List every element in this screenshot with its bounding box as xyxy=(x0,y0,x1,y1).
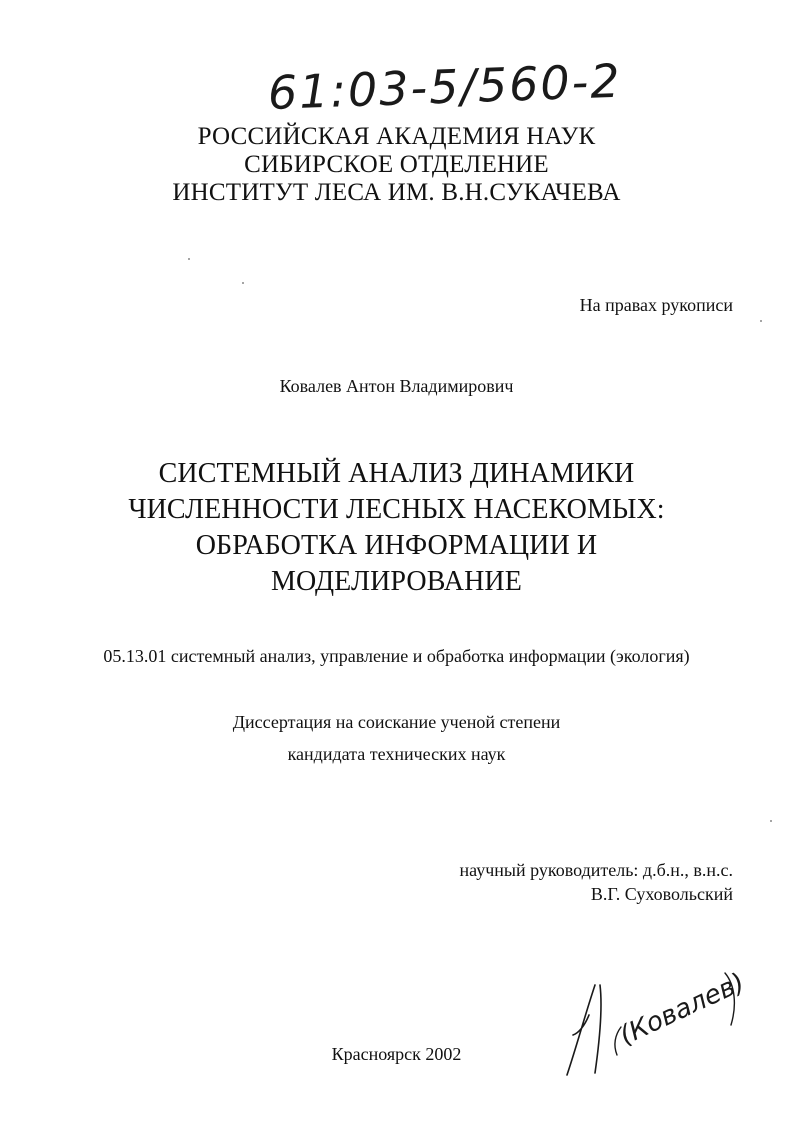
scan-speck xyxy=(188,258,190,260)
author-signature xyxy=(555,955,765,1085)
thesis-title-line: ЧИСЛЕННОСТИ ЛЕСНЫХ НАСЕКОМЫХ: xyxy=(128,494,665,525)
degree-statement: Диссертация на соискание ученой степени xyxy=(232,712,561,732)
supervisor-title: научный руководитель: д.б.н., в.н.с. xyxy=(459,860,733,880)
thesis-title-line: ОБРАБОТКА ИНФОРМАЦИИ И xyxy=(195,530,598,561)
degree-name: кандидата технических наук xyxy=(287,744,506,764)
scan-speck xyxy=(770,820,772,822)
specialty-code: 05.13.01 системный анализ, управление и обработка информации (экология) xyxy=(103,646,690,666)
thesis-title-line: МОДЕЛИРОВАНИЕ xyxy=(271,566,522,597)
scan-speck xyxy=(242,282,244,284)
author-name: Ковалев Антон Владимирович xyxy=(279,376,514,396)
archive-code-handwritten: 61:03-5/560-2 xyxy=(267,53,623,120)
thesis-title-line: СИСТЕМНЫЙ АНАЛИЗ ДИНАМИКИ xyxy=(158,458,635,489)
thesis-title xyxy=(80,456,713,600)
signature-text: (Ковалев) xyxy=(615,967,750,1052)
supervisor-name: В.Г. Суховольский xyxy=(590,884,733,904)
institution-line-institute: ИНСТИТУТ ЛЕСА ИМ. В.Н.СУКАЧЕВА xyxy=(172,179,621,206)
supervisor-block xyxy=(460,858,733,906)
scan-speck xyxy=(760,320,762,322)
institution-line-academy: РОССИЙСКАЯ АКАДЕМИЯ НАУК xyxy=(197,123,596,150)
institution-line-branch: СИБИРСКОЕ ОТДЕЛЕНИЕ xyxy=(244,151,549,178)
city-year: Красноярск 2002 xyxy=(331,1044,462,1064)
manuscript-rights-note: На правах рукописи xyxy=(579,295,733,315)
